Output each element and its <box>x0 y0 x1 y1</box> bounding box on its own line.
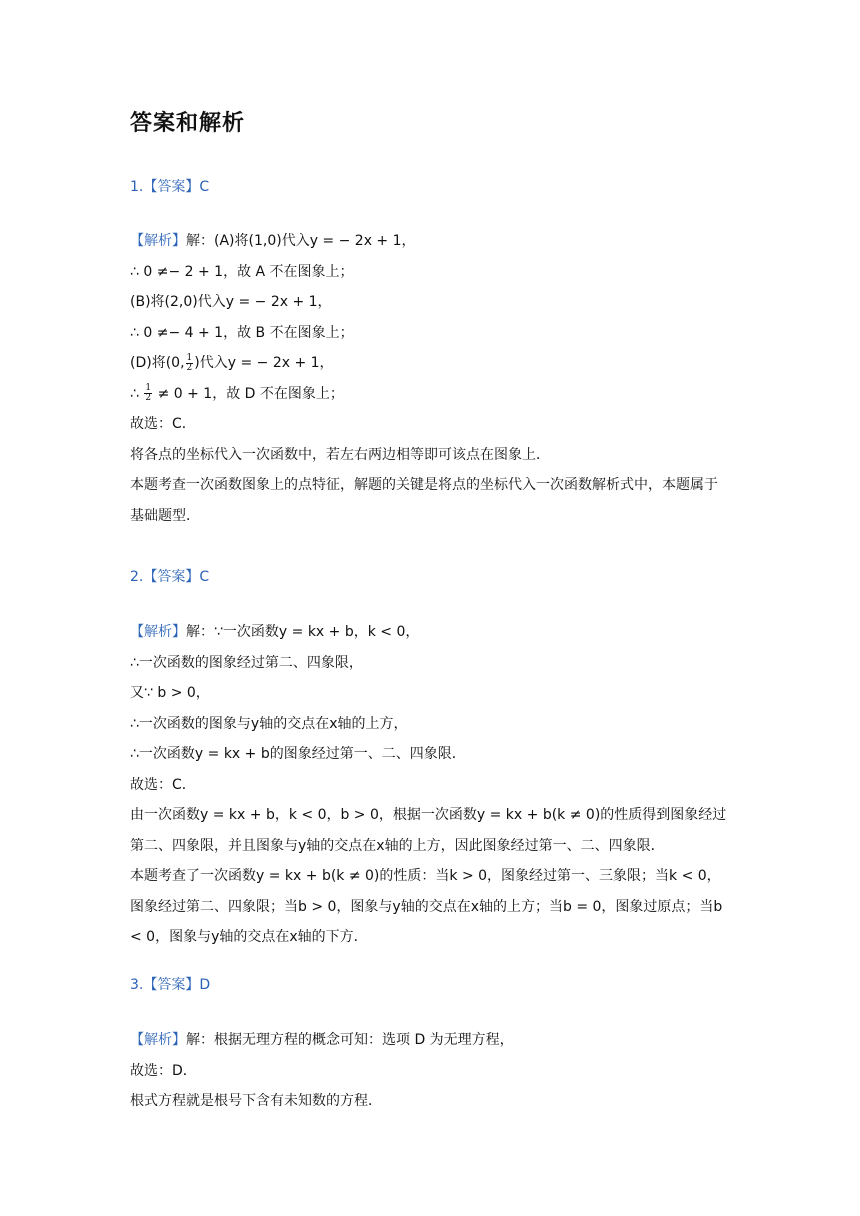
analysis-line: 本题考查了一次函数y = kx + b(k ≠ 0)的性质：当k > 0，图象经过第一、三象限；当k < 0，图象经过第二、四象限；当b > 0，图象与y轴的交点在x轴的上方；当b = 0，图象过原点；当b < 0，图象与y轴的交点在x轴的下方． <box>130 868 723 945</box>
analysis-line: ∴ $\frac{1}{2}$ ≠ 0 + 1，故 D 不在图象上； <box>130 383 344 403</box>
fraction: $\frac{1}{2}$ <box>186 352 193 373</box>
answer-tag: 【答案】 <box>143 977 200 993</box>
answer-value: D <box>199 977 211 993</box>
analysis-line: 故选：C． <box>130 416 196 432</box>
analysis-line: 由一次函数y = kx + b，k < 0，b > 0，根据一次函数y = kx + b(k ≠ 0)的性质得到图象经过第二、四象限，并且图象与y轴的交点在x轴的上方，因此图象经过第一、二、四象限． <box>130 807 727 854</box>
question-number: 3. <box>130 977 144 993</box>
fraction: $\frac{1}{2}$ <box>145 383 152 403</box>
answer-tag: 【答案】 <box>143 179 200 195</box>
analysis-line: 故选：C． <box>130 776 196 793</box>
analysis-block-1 <box>130 226 730 531</box>
analysis-tag: 【解析】 <box>130 624 186 640</box>
analysis-line: ∴一次函数的图象经过第二、四象限， <box>130 654 363 671</box>
analysis-line: 【解析】解：根据无理方程的概念可知：选项 D 为无理方程， <box>130 1032 514 1048</box>
analysis-line: (B)将(2,0)代入y = − 2x + 1， <box>130 294 332 310</box>
analysis-line: 故选：D． <box>130 1062 197 1079</box>
analysis-line: ∴ 0 ≠− 2 + 1，故 A 不在图象上； <box>130 263 354 280</box>
analysis-tag: 【解析】 <box>130 233 186 249</box>
analysis-line: 将各点的坐标代入一次函数中，若左右两边相等即可该点在图象上． <box>130 446 550 463</box>
analysis-line: ∴ 0 ≠− 4 + 1，故 B 不在图象上； <box>130 324 354 341</box>
analysis-line: 根式方程就是根号下含有未知数的方程． <box>130 1093 382 1109</box>
analysis-block-2 <box>130 617 730 953</box>
answer-value: C <box>199 569 210 585</box>
analysis-line: 本题考查一次函数图象上的点特征，解题的关键是将点的坐标代入一次函数解析式中，本题属于基础题型． <box>130 477 718 524</box>
analysis-line: 【解析】解：∵一次函数y = kx + b，k < 0， <box>130 624 420 640</box>
answer-line-1 <box>130 176 209 196</box>
question-number: 2. <box>130 569 144 585</box>
analysis-line: ∴一次函数的图象与y轴的交点在x轴的上方， <box>130 715 408 732</box>
analysis-line: ∴一次函数y = kx + b的图象经过第一、二、四象限． <box>130 746 466 762</box>
question-number: 1. <box>130 179 144 195</box>
analysis-line: (D)将(0, $\frac{1}{2}$ )代入y = − 2x + 1， <box>130 352 334 373</box>
answer-tag: 【答案】 <box>143 569 200 585</box>
analysis-block-3 <box>130 1025 730 1117</box>
page-title: 答案和解析 <box>130 111 246 136</box>
analysis-tag: 【解析】 <box>130 1032 186 1048</box>
analysis-line: 又∵ b > 0， <box>130 685 210 701</box>
analysis-line: 【解析】解：(A)将(1,0)代入y = − 2x + 1， <box>130 233 416 249</box>
answer-line-3 <box>130 974 210 994</box>
answer-line-2 <box>130 566 209 586</box>
answer-value: C <box>199 179 210 195</box>
